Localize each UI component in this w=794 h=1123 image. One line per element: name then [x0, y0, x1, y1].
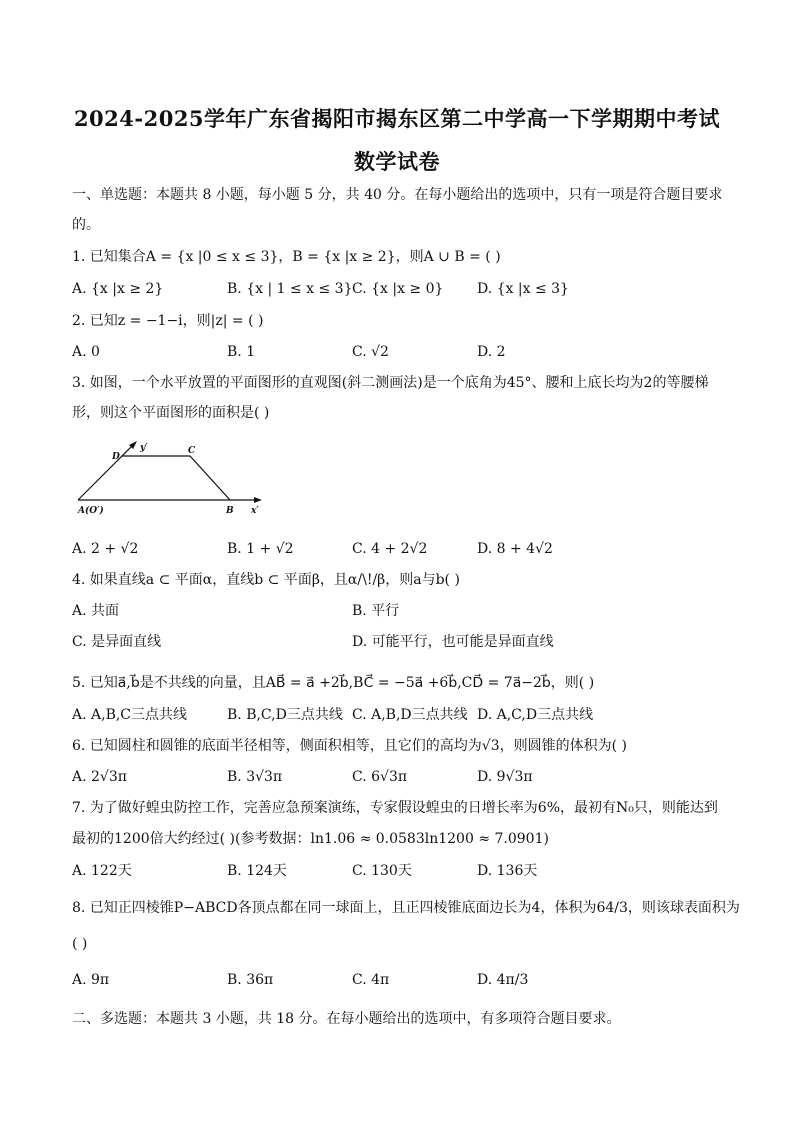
label-y: y′ — [140, 443, 148, 453]
page-subtitle: 数学试卷 — [354, 149, 440, 174]
question-6-option-b: B. 3√3π — [227, 769, 283, 785]
question-1-stem: 1. 已知集合A = {x |0 ≤ x ≤ 3}，B = {x |x ≥ 2}，则A ∪ B = ( ) — [72, 249, 501, 265]
label-a: A(O′) — [78, 506, 104, 516]
question-3-stem-line2: 形，则这个平面图形的面积是( ) — [72, 405, 270, 421]
question-7-option-d: D. 136天 — [477, 863, 538, 879]
section1-heading-line2: 的。 — [72, 217, 100, 233]
question-8-stem-line2: ( ) — [72, 936, 88, 952]
question-5-option-a: A. A,B,C三点共线 — [72, 707, 188, 723]
question-1-option-c: C. {x |x ≥ 0} — [352, 281, 444, 297]
question-3-option-d: D. 8 + 4√2 — [477, 541, 553, 557]
question-6-option-a: A. 2√3π — [72, 769, 127, 785]
label-c: C — [188, 446, 196, 456]
question-8-option-d: D. 4π/3 — [477, 972, 529, 988]
question-6-option-c: C. 6√3π — [352, 769, 408, 785]
question-2-option-b: B. 1 — [227, 344, 256, 360]
question-4-stem: 4. 如果直线a ⊂ 平面α，直线b ⊂ 平面β，且α/\!/β，则a与b( ) — [72, 572, 460, 588]
question-5-stem: 5. 已知a⃗,b⃗是不共线的向量，且AB⃗ = a⃗ +2b⃗,BC⃗ = −5a⃗ +6b⃗,CD⃗ = 7a⃗−2b⃗，则( ) — [72, 675, 595, 691]
label-b: B — [226, 506, 234, 516]
trapezoid-edges — [122, 456, 230, 500]
question-3-stem-line1: 3. 如图，一个水平放置的平面图形的直观图(斜二测画法)是一个底角为45°、腰和上底长均为2的等腰梯 — [72, 375, 709, 391]
label-d: D — [112, 452, 120, 462]
question-2-option-d: D. 2 — [477, 344, 506, 360]
question-8-option-b: B. 36π — [227, 972, 274, 988]
question-4-option-c: C. 是异面直线 — [72, 634, 162, 650]
question-6-stem: 6. 已知圆柱和圆锥的底面半径相等，侧面积相等，且它们的高均为√3，则圆锥的体积为( ) — [72, 738, 628, 754]
question-4-option-b: B. 平行 — [352, 603, 400, 619]
question-7-stem-line1: 7. 为了做好蝗虫防控工作，完善应急预案演练，专家假设蝗虫的日增长率为6%，最初有N₀只，则能达到 — [72, 800, 718, 816]
question-6-option-d: D. 9√3π — [477, 769, 533, 785]
section1-heading-line1: 一、单选题：本题共 8 小题，每小题 5 分，共 40 分。在每小题给出的选项中，只有一项是符合题目要求 — [72, 187, 723, 203]
question-5-option-b: B. B,C,D三点共线 — [227, 707, 343, 723]
question-5-option-c: C. A,B,D三点共线 — [352, 707, 468, 723]
question-7-option-b: B. 124天 — [227, 863, 287, 879]
question-1-option-b: B. {x | 1 ≤ x ≤ 3} — [227, 281, 353, 297]
x-axis-arrow — [254, 497, 262, 503]
question-4-option-a: A. 共面 — [72, 603, 120, 619]
question-2-option-c: C. √2 — [352, 344, 389, 360]
question-1-option-a: A. {x |x ≥ 2} — [72, 281, 164, 297]
question-8-option-c: C. 4π — [352, 972, 390, 988]
question-5-option-d: D. A,C,D三点共线 — [477, 707, 594, 723]
question-3-option-a: A. 2 + √2 — [72, 541, 139, 557]
question-2-stem: 2. 已知z = −1−i，则|z| = ( ) — [72, 313, 264, 329]
question-2-option-a: A. 0 — [72, 344, 100, 360]
question-4-option-d: D. 可能平行，也可能是异面直线 — [352, 634, 554, 650]
trapezoid-figure — [72, 438, 272, 520]
question-7-option-c: C. 130天 — [352, 863, 412, 879]
question-3-option-c: C. 4 + 2√2 — [352, 541, 428, 557]
page-title: 2024-2025学年广东省揭阳市揭东区第二中学高一下学期期中考试 — [73, 106, 721, 131]
question-7-option-a: A. 122天 — [72, 863, 132, 879]
label-x: x′ — [251, 506, 259, 516]
question-1-option-d: D. {x |x ≤ 3} — [477, 281, 569, 297]
question-7-stem-line2: 最初的1200倍大约经过( )(参考数据：ln1.06 ≈ 0.0583ln1200 ≈ 7.0901) — [72, 831, 549, 847]
section2-heading: 二、多选题：本题共 3 小题，共 18 分。在每小题给出的选项中，有多项符合题目要求。 — [72, 1011, 621, 1027]
question-3-option-b: B. 1 + √2 — [227, 541, 294, 557]
question-8-stem-line1: 8. 已知正四棱锥P−ABCD各顶点都在同一球面上，且正四棱锥底面边长为4，体积为64/3，则该球表面积为 — [72, 900, 740, 916]
question-8-option-a: A. 9π — [72, 972, 110, 988]
y-axis — [78, 444, 134, 500]
